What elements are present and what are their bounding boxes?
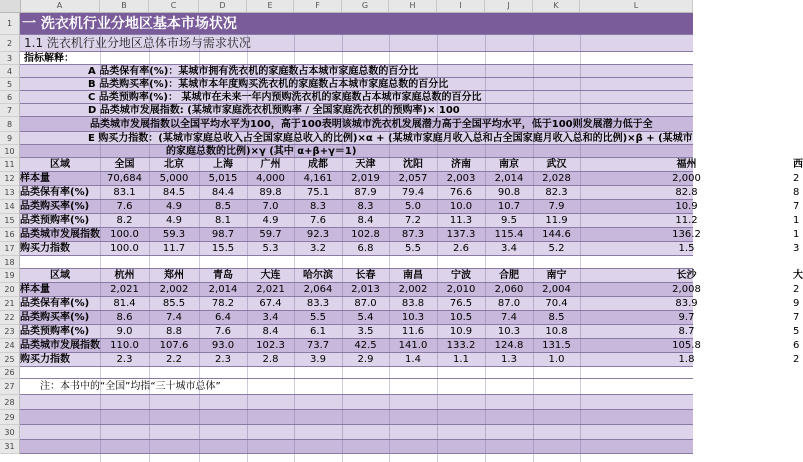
city-header[interactable]: 杭州 [114,270,135,281]
city-header[interactable]: 全国 [114,159,135,170]
data-cell[interactable]: 4,000 [256,173,285,184]
column-header-f[interactable]: F [294,0,342,12]
data-cell[interactable]: 79.4 [401,187,425,198]
column-header-d[interactable]: D [199,0,247,12]
data-cell[interactable]: 2,002 [398,284,428,295]
data-cell[interactable]: 6.8 [357,243,374,254]
column-header-j[interactable]: J [485,0,533,12]
metric-label[interactable]: 品类预购率(%) [20,215,90,226]
data-cell[interactable]: 98.7 [211,229,235,240]
data-cell[interactable]: 144.6 [542,229,571,240]
row-header-2[interactable]: 2 [0,35,20,52]
city-header[interactable]: 天津 [355,159,376,170]
row-2 [20,35,693,52]
row-25 [20,353,800,367]
row-header-17[interactable]: 17 [0,242,20,256]
metric-label[interactable]: 样本量 [20,284,50,295]
data-cell[interactable]: 9.7 [678,312,695,323]
data-cell[interactable]: 2,028 [542,173,571,184]
row-header-1[interactable]: 1 [0,13,20,35]
row-header-14[interactable]: 14 [0,200,20,214]
data-cell[interactable]: 2,064 [303,284,333,295]
data-cell[interactable]: 11.9 [545,215,568,226]
data-cell[interactable]: 8.1 [215,215,231,226]
data-cell[interactable]: 5.4 [357,312,374,323]
row-header-15[interactable]: 15 [0,214,20,228]
column-header-c[interactable]: C [149,0,199,12]
data-cell[interactable]: 3.4 [262,312,279,323]
row-header-10[interactable]: 10 [0,145,20,158]
region-header[interactable]: 区域 [50,270,70,281]
row-11 [20,158,803,172]
row-header-24[interactable]: 24 [0,339,20,353]
data-cell[interactable]: 3 [793,243,800,254]
row-1 [20,13,693,35]
data-cell[interactable]: 7.6 [215,326,231,337]
data-cell[interactable]: 2,008 [672,284,701,295]
data-cell[interactable]: 100.0 [110,229,139,240]
data-cell[interactable]: 83.8 [401,298,425,309]
data-cell[interactable]: 3.2 [310,243,326,254]
definition-c[interactable]: C 品类预购率(%)： 某城市在未来一年内预购洗衣机的家庭数占本城市家庭总数的百分比 [88,92,482,103]
section-subtitle[interactable]: 1.1 洗衣机行业分地区总体市场与需求状况 [24,36,251,50]
data-cell[interactable]: 89.8 [259,187,282,198]
data-cell[interactable]: 1.4 [405,354,421,365]
data-cell[interactable]: 75.1 [306,187,330,198]
row-header-31[interactable]: 31 [0,440,20,454]
data-cell[interactable]: 10.8 [545,326,568,337]
city-header[interactable]: 青岛 [213,270,233,281]
data-cell[interactable]: 11.3 [449,215,473,226]
definition-e-continued[interactable]: 的家庭总数的比例)×γ (其中 α+β+γ＝1) [166,146,357,157]
data-cell[interactable]: 5.5 [310,312,326,323]
column-header-a[interactable]: A [20,0,100,12]
column-header-i[interactable]: I [437,0,485,12]
column-header-h[interactable]: H [389,0,437,12]
data-cell[interactable]: 92.3 [306,229,330,240]
metric-label[interactable]: 品类城市发展指数 [20,229,100,240]
metric-label[interactable]: 品类购买率(%) [20,312,90,323]
metric-label[interactable]: 品类保有率(%) [20,298,90,309]
data-cell[interactable]: 8.2 [116,215,133,226]
data-cell[interactable]: 7.0 [262,201,279,212]
data-cell[interactable]: 2,021 [256,284,285,295]
data-cell[interactable]: 102.8 [351,229,380,240]
data-cell[interactable]: 9.0 [116,326,133,337]
row-header-25[interactable]: 25 [0,353,20,367]
data-cell[interactable]: 115.4 [494,229,524,240]
data-cell[interactable]: 8.3 [310,201,326,212]
data-cell[interactable]: 2.8 [262,354,279,365]
data-cell[interactable]: 102.3 [256,340,285,351]
row-header-22[interactable]: 22 [0,311,20,325]
data-cell[interactable]: 133.2 [446,340,476,351]
city-header[interactable]: 合肥 [499,270,519,281]
data-cell[interactable]: 1.1 [453,354,469,365]
row-header-26[interactable]: 26 [0,367,20,379]
data-cell[interactable]: 7.6 [116,201,133,212]
data-cell[interactable]: 1.3 [501,354,517,365]
data-cell[interactable]: 107.6 [159,340,189,351]
row-21 [20,297,800,311]
city-header[interactable]: 哈尔滨 [303,270,333,281]
data-cell[interactable]: 4.9 [166,201,182,212]
row-12 [20,172,800,186]
metric-label[interactable]: 购买力指数 [20,354,70,365]
data-cell[interactable]: 76.5 [449,298,473,309]
data-cell[interactable]: 93.0 [211,340,235,351]
data-cell[interactable]: 7.4 [166,312,182,323]
row-23 [20,325,800,339]
data-cell[interactable]: 1 [793,215,800,226]
data-cell[interactable]: 5.2 [548,243,565,254]
data-cell[interactable]: 83.1 [113,187,136,198]
column-header-e[interactable]: E [247,0,294,12]
row-22 [20,311,800,325]
city-header[interactable]: 广州 [260,159,281,170]
city-header[interactable]: 宁波 [451,270,471,281]
row-17 [20,242,800,256]
row-14 [20,200,800,214]
data-cell[interactable]: 5.3 [262,243,279,254]
row-header-30[interactable]: 30 [0,425,20,440]
data-cell[interactable]: 8.4 [357,215,374,226]
data-cell[interactable]: 10.5 [449,312,473,323]
data-cell[interactable]: 8 [793,187,800,198]
data-cell[interactable]: 1.0 [548,354,565,365]
data-cell[interactable]: 8.8 [166,326,182,337]
definition-e[interactable]: E 购买力指数：(某城市家庭总收入占全国家庭总收入的比例)×α + (某城市家庭月收入总和占全国家庭月收入总和的比例)×β + (某城市 [88,133,693,144]
data-cell[interactable]: 10.0 [449,201,473,212]
data-cell[interactable]: 5,015 [208,173,238,184]
data-cell[interactable]: 2,019 [351,173,380,184]
row-header-4[interactable]: 4 [0,65,20,78]
data-cell[interactable]: 8.4 [262,326,279,337]
row-3 [20,52,693,65]
select-all-corner[interactable] [0,0,21,12]
data-cell[interactable]: 10.7 [497,201,521,212]
metric-label[interactable]: 样本量 [20,173,50,184]
data-cell[interactable]: 6.4 [215,312,231,323]
data-cell[interactable]: 10.9 [675,201,698,212]
data-cell[interactable]: 84.4 [211,187,235,198]
data-cell[interactable]: 82.3 [545,187,568,198]
row-19 [20,269,803,283]
row-header-23[interactable]: 23 [0,325,20,339]
row-31 [20,440,693,454]
data-cell[interactable]: 5,000 [159,173,189,184]
data-cell[interactable]: 2,014 [208,284,238,295]
data-cell[interactable]: 6.1 [310,326,326,337]
row-header-18[interactable]: 18 [0,256,20,269]
data-cell[interactable]: 2,060 [494,284,524,295]
metric-label[interactable]: 购买力指数 [20,243,70,254]
grid-line [247,13,248,462]
row-5 [20,78,693,91]
data-cell[interactable]: 4,161 [303,173,333,184]
data-cell[interactable]: 4.9 [262,215,279,226]
data-cell[interactable]: 11.6 [401,326,425,337]
city-header[interactable]: 大连 [260,270,281,281]
row-10 [20,145,693,158]
row-6 [20,91,693,104]
grid-line [389,13,390,462]
row-header-16[interactable]: 16 [0,228,20,242]
definition-d[interactable]: D 品类城市发展指数: (某城市家庭洗衣机预购率 / 全国家庭洗衣机的预购率)× 100 [88,105,460,116]
data-cell[interactable]: 2.6 [453,243,469,254]
row-27 [20,379,693,395]
column-header-b[interactable]: B [100,0,149,12]
row-24 [20,339,800,353]
data-cell[interactable]: 70.4 [545,298,568,309]
data-cell[interactable]: 100.0 [110,243,139,254]
row-header-5[interactable]: 5 [0,78,20,91]
data-cell[interactable]: 10.9 [449,326,473,337]
row-26 [20,367,693,379]
grid-line [533,13,534,462]
data-cell[interactable]: 2,013 [351,284,380,295]
data-cell[interactable]: 2.3 [116,354,133,365]
data-cell[interactable]: 5.5 [405,243,421,254]
data-cell[interactable]: 87.3 [401,229,425,240]
data-cell[interactable]: 70,684 [107,173,142,184]
data-cell[interactable]: 3.9 [310,354,326,365]
data-cell[interactable]: 131.5 [542,340,571,351]
column-header-k[interactable]: K [533,0,580,12]
data-cell[interactable]: 87.0 [354,298,377,309]
row-8 [20,117,693,132]
row-header-11[interactable]: 11 [0,158,20,172]
data-cell[interactable]: 87.0 [497,298,521,309]
city-header[interactable]: 成都 [308,159,328,170]
definition-b[interactable]: B 品类购买率(%)：某城市本年度购买洗衣机的家庭数占本城市家庭总数的百分比 [88,79,449,90]
data-cell[interactable]: 2,021 [110,284,139,295]
data-cell[interactable]: 59.7 [259,229,282,240]
data-cell[interactable]: 9.5 [501,215,517,226]
data-cell[interactable]: 2,004 [542,284,571,295]
data-cell[interactable]: 59.3 [162,229,186,240]
data-cell[interactable]: 1 [793,229,800,240]
data-cell[interactable]: 1.5 [678,243,695,254]
data-cell[interactable]: 2,057 [398,173,428,184]
city-header[interactable]: 沈阳 [403,159,423,170]
column-header-g[interactable]: G [342,0,389,12]
data-cell[interactable]: 8.5 [215,201,231,212]
city-header[interactable]: 大 [793,270,803,281]
row-29 [20,410,693,425]
row-header-29[interactable]: 29 [0,410,20,425]
data-cell[interactable]: 7.6 [310,215,326,226]
row-header-20[interactable]: 20 [0,283,20,297]
city-header[interactable]: 长春 [355,270,376,281]
grid-line [485,13,486,462]
data-cell[interactable]: 83.9 [675,298,698,309]
row-20 [20,283,800,297]
data-cell[interactable]: 73.7 [306,340,330,351]
row-header-9[interactable]: 9 [0,132,20,145]
row-13 [20,186,800,200]
data-cell[interactable]: 2,003 [446,173,476,184]
row-header-27[interactable]: 27 [0,379,20,395]
data-cell[interactable]: 81.4 [113,298,136,309]
data-cell[interactable]: 137.3 [446,229,476,240]
row-30 [20,425,693,440]
row-header-3[interactable]: 3 [0,52,20,65]
row-header-21[interactable]: 21 [0,297,20,311]
data-cell[interactable]: 2,000 [672,173,701,184]
city-header[interactable]: 南京 [499,159,519,170]
grid-line [342,13,343,462]
row-header-28[interactable]: 28 [0,395,20,410]
data-cell[interactable]: 2 [793,173,800,184]
definition-d-note[interactable]: 品类城市发展指数以全国平均水平为100，高于100表明该城市洗衣机发展潜力高于全国平均水平，低于100则发展潜力低于全 [90,119,653,130]
city-header[interactable]: 郑州 [164,270,184,281]
data-cell[interactable]: 67.4 [259,298,282,309]
data-cell[interactable]: 5.0 [405,201,421,212]
data-cell[interactable]: 7.4 [501,312,517,323]
data-cell[interactable]: 2 [793,284,800,295]
city-header[interactable]: 西 [793,159,803,170]
metric-label[interactable]: 品类城市发展指数 [20,340,100,351]
city-header[interactable]: 北京 [164,159,184,170]
data-cell[interactable]: 141.0 [398,340,428,351]
metric-label[interactable]: 品类购买率(%) [20,201,90,212]
city-header[interactable]: 福州 [676,159,697,170]
row-header-7[interactable]: 7 [0,104,20,117]
data-cell[interactable]: 83.3 [306,298,330,309]
city-header[interactable]: 济南 [451,159,471,170]
data-cell[interactable]: 1.8 [678,354,695,365]
row-15 [20,214,800,228]
data-cell[interactable]: 90.8 [497,187,521,198]
row-4 [20,65,693,78]
data-cell[interactable]: 82.8 [675,187,698,198]
row-header-13[interactable]: 13 [0,186,20,200]
row-header-12[interactable]: 12 [0,172,20,186]
data-cell[interactable]: 3.4 [501,243,517,254]
data-cell[interactable]: 5 [793,326,800,337]
definitions-heading[interactable]: 指标解释： [24,53,74,64]
row-18 [20,256,693,269]
grid-line [580,13,581,462]
data-cell[interactable]: 2,010 [446,284,476,295]
data-cell[interactable]: 11.7 [162,243,186,254]
data-cell[interactable]: 2,002 [159,284,189,295]
region-header[interactable]: 区域 [50,159,70,170]
data-cell[interactable]: 10.3 [401,312,425,323]
data-cell[interactable]: 11.2 [675,215,698,226]
grid-line [199,13,200,462]
data-cell[interactable]: 9 [793,298,800,309]
data-cell[interactable]: 3.5 [357,326,374,337]
data-cell[interactable]: 2.3 [215,354,231,365]
sheet-title[interactable]: 一 洗衣机行业分地区基本市场状况 [22,16,237,32]
data-cell[interactable]: 2,014 [494,173,524,184]
data-cell[interactable]: 2 [793,354,800,365]
data-cell[interactable]: 7.2 [405,215,421,226]
data-cell[interactable]: 124.8 [494,340,524,351]
row-header-6[interactable]: 6 [0,91,20,104]
data-cell[interactable]: 7 [793,312,800,323]
row-header-19[interactable]: 19 [0,269,20,283]
data-cell[interactable]: 78.2 [211,298,235,309]
data-cell[interactable]: 8.5 [548,312,565,323]
data-cell[interactable]: 2.2 [166,354,182,365]
data-cell[interactable]: 8.6 [116,312,133,323]
city-header[interactable]: 南昌 [403,270,423,281]
row-28 [20,395,693,410]
city-header[interactable]: 长沙 [676,270,697,281]
row-7 [20,104,693,117]
city-header[interactable]: 武汉 [546,159,567,170]
data-cell[interactable]: 7 [793,201,800,212]
row-9 [20,132,693,145]
column-header-l[interactable]: L [580,0,693,12]
grid-line [100,13,101,462]
data-cell[interactable]: 85.5 [162,298,186,309]
data-cell[interactable]: 2.9 [357,354,374,365]
city-header[interactable]: 南宁 [546,270,567,281]
data-cell[interactable]: 87.9 [354,187,377,198]
metric-label[interactable]: 品类保有率(%) [20,187,90,198]
data-cell[interactable]: 6 [793,340,800,351]
data-cell[interactable]: 8.7 [678,326,695,337]
data-cell[interactable]: 136.2 [672,229,701,240]
definition-a[interactable]: A 品类保有率(%)：某城市拥有洗衣机的家庭数占本城市家庭总数的百分比 [88,66,419,77]
data-cell[interactable]: 8.3 [357,201,374,212]
data-cell[interactable]: 84.5 [162,187,186,198]
data-cell[interactable]: 15.5 [211,243,235,254]
data-cell[interactable]: 4.9 [166,215,182,226]
data-cell[interactable]: 110.0 [110,340,139,351]
data-cell[interactable]: 42.5 [354,340,377,351]
row-header-8[interactable]: 8 [0,117,20,132]
grid-line [294,13,295,462]
data-cell[interactable]: 76.6 [449,187,473,198]
data-cell[interactable]: 7.9 [548,201,565,212]
data-cell[interactable]: 10.3 [497,326,521,337]
metric-label[interactable]: 品类预购率(%) [20,326,90,337]
grid-line [437,13,438,462]
footnote[interactable]: 注：本书中的“全国”均指“三十城市总体” [40,381,221,392]
city-header[interactable]: 上海 [213,159,233,170]
row-16 [20,228,800,242]
data-cell[interactable]: 105.8 [672,340,701,351]
grid-line [149,13,150,462]
